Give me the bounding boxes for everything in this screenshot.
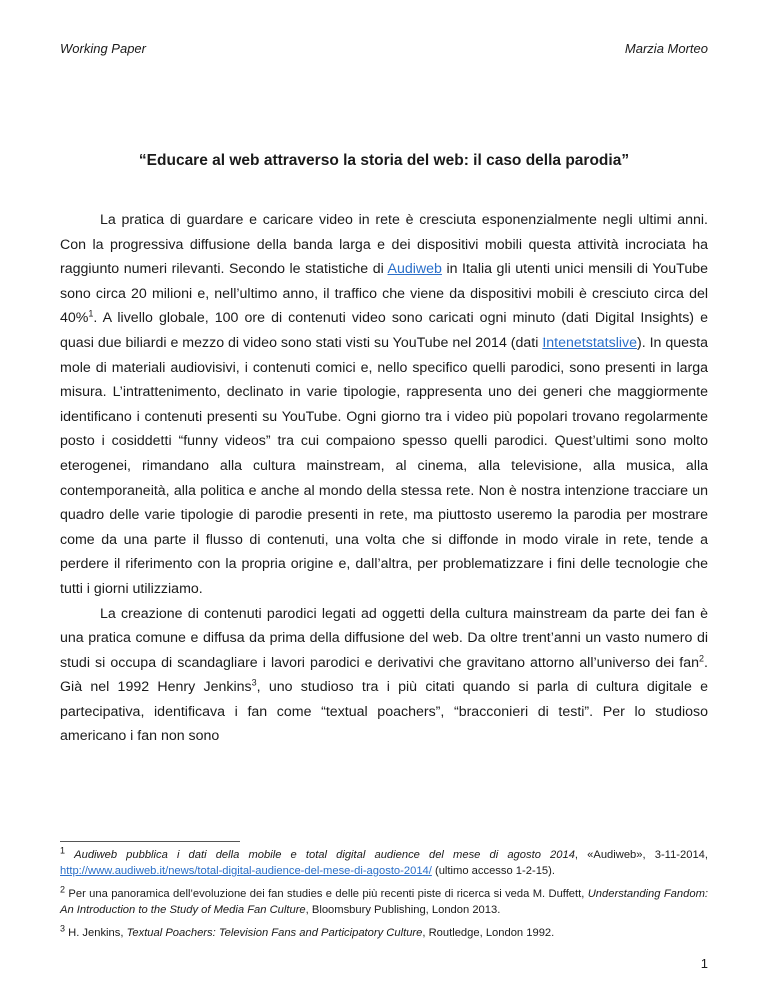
paragraph-1 xyxy=(60,208,708,602)
audiweb-link[interactable]: Audiweb xyxy=(387,261,442,278)
body-text xyxy=(60,208,708,749)
footnote-number: 3 xyxy=(60,923,66,934)
footnote-ref-1: 1 xyxy=(88,308,94,319)
footnote-text: , «Audiweb», 3-11-2014, xyxy=(574,849,709,861)
footnote-title: Textual Poachers: Television Fans and Participatory Culture xyxy=(126,927,423,939)
p2-text-a: La creazione di contenuti parodici legati ad oggetti della cultura mainstream da parte dei fan è una pratica comune e diffusa da prima della diffusione del web. Da oltre trent’anni un vasto numero di studi si occupa di scandagliare i lavori parodici e derivativi che gravitano attorno all’universo dei fan xyxy=(60,605,708,671)
footnote-text: H. Jenkins, xyxy=(68,927,127,939)
paper-title: “Educare al web attraverso la storia del web: il caso della parodia” xyxy=(138,152,630,169)
footnote-text: , Bloomsbury Publishing, London 2013. xyxy=(305,904,501,916)
p1-text-b: in Italia gli utenti unici mensili di YouTube sono circa 20 milioni e, nell’ultimo anno, il traffico che viene da dispositivi mobili è cresciuto circa del 40% xyxy=(60,261,708,327)
footnote-text: , Routledge, London 1992. xyxy=(422,927,555,939)
footnote-ref-2: 2 xyxy=(699,652,705,663)
internetstats-link[interactable]: Intenetstatslive xyxy=(542,334,637,351)
running-header-author: Marzia Morteo xyxy=(624,41,708,56)
footnote-text: (ultimo accesso 1-2-15). xyxy=(431,865,555,877)
footnote-number: 2 xyxy=(60,884,66,895)
footnote-text: Per una panoramica dell’evoluzione dei fan studies e delle più recenti piste di ricerca si veda M. Duffett, xyxy=(68,888,588,900)
footnote-separator xyxy=(60,841,240,842)
page-number: 1 xyxy=(700,956,708,971)
footnote-3 xyxy=(60,925,708,941)
footnote-number: 1 xyxy=(60,845,66,856)
p1-text-d: ). In questa mole di materiali audiovisivi, i contenuti comici e, nello specifico quelli parodici, sono presenti in larga misura. L’intrattenimento, declinato in varie tipologie, rappresenta uno dei generi che maggiormente identificano i contenuti presenti su YouTube. Ogni giorno tra i video più popolari trovano regolarmente posto i cosiddetti “funny videos” tra cui compaiono spesso quelli parodici. Quest’ultimi sono molto eterogenei, rimandano alla cultura mainstream, al cinema, alla televisione, alla musica, alla contemporaneità, alla politica e anche al mondo della stessa rete. Non è nostra intenzione tracciare un quadro delle varie tipologie di parodie presenti in rete, ma piuttosto useremo la parodia per mostrare come da una parte il flusso di contenuti, una volta che si diffonde in modo virale in rete, tende a perdere il riferimento con la propria origine e, dall’altra, per problematizzare i fini delle tecnologie che tutti i giorni utilizziamo. xyxy=(60,334,708,597)
audiweb-url-link[interactable]: http://www.audiweb.it/news/total-digital-audience-del-mese-di-agosto-2014/ xyxy=(60,865,432,877)
p2-text-c: , uno studioso tra i più citati quando si parla di cultura digitale e partecipativa, identificava i fan come “textual poachers”, “bracconieri di testi”. Per lo studioso americano i fan non sono xyxy=(60,679,709,745)
running-header-left: Working Paper xyxy=(60,41,146,56)
p1-text-c: . A livello globale, 100 ore di contenuti video sono caricati ogni minuto (dati Digital Insights) e quasi due biliardi e mezzo di video sono stati visti su YouTube nel 2014 (dati xyxy=(60,310,708,351)
p1-text-a: La pratica di guardare e caricare video in rete è cresciuta esponenzialmente negli ultimi anni. Con la progressiva diffusione della banda larga e dei dispositivi mobili questa attività incrociata ha raggiunto numeri rilevanti. Secondo le statistiche di xyxy=(60,212,708,278)
paragraph-2 xyxy=(60,602,708,750)
footnote-1 xyxy=(60,847,708,879)
footnote-title: Audiweb pubblica i dati della mobile e total digital audience del mese di agosto 2014 xyxy=(74,849,575,861)
footnote-ref-3: 3 xyxy=(251,677,257,688)
p2-text-b: . Già nel 1992 Henry Jenkins xyxy=(60,654,708,696)
footnote-title: Understanding Fandom: An Introduction to the Study of Media Fan Culture xyxy=(60,888,709,916)
footnote-2 xyxy=(60,886,708,918)
footnotes xyxy=(60,847,708,948)
